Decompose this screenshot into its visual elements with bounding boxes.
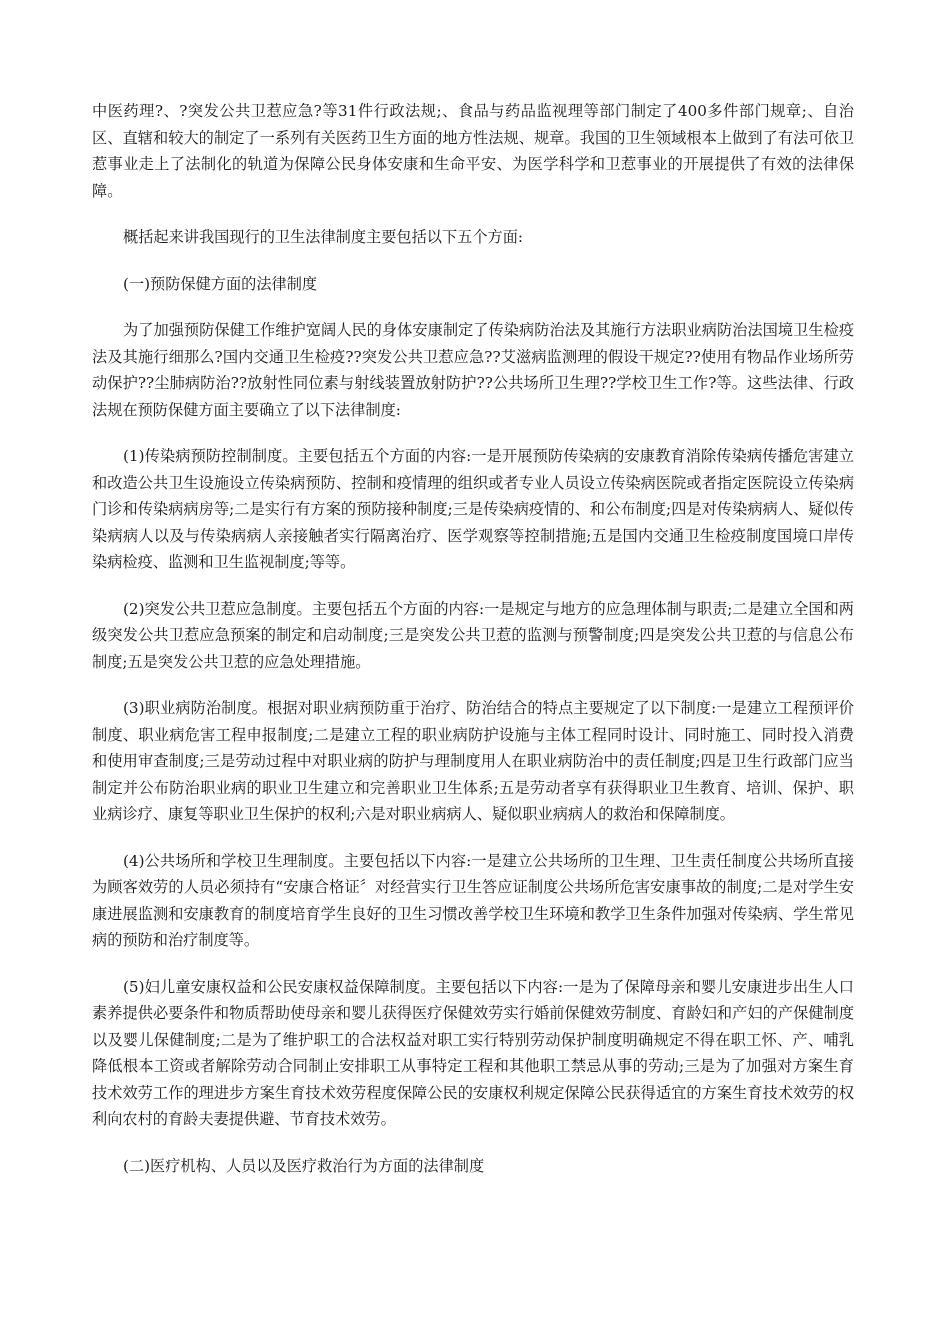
section-heading-prevention: (一)预防保健方面的法律制度 (123, 274, 318, 293)
paragraph-item-1: (1)传染病预防控制制度。主要包括五个方面的内容:一是开展预防传染病的安康教育消除传染病传播危害建立和改造公共卫生设施设立传染病预防、控制和疫情理的组织或者专业人员设立传染病医院或者指定医院设立传染病门诊和传染病病房等;二是实行有方案的预防接种制度;三是传染病疫情的、和公布制度;四是对传染病病人、疑似传染病病人以及与传染病病人亲接触者实行隔离治疗、医学观察等控制措施;五是国内交通卫生检疫制度国境口岸传染病检疫、监测和卫生监视制度;等等。 (92, 447, 854, 571)
paragraph-summary: 概括起来讲我国现行的卫生法律制度主要包括以下五个方面: (123, 228, 523, 246)
paragraph-prevention-intro: 为了加强预防保健工作维护宽阔人民的身体安康制定了传染病防治法及其施行方法职业病防治法国境卫生检疫法及其施行细那么?国内交通卫生检疫??突发公共卫惹应急??艾滋病监测理的假设干规定??使用有物品作业场所劳动保护??尘肺病防治??放射性同位素与射线装置放射防护??公共场所卫生理??学校卫生工作?等。这些法律、行政法规在预防保健方面主要确立了以下法律制度: (92, 321, 854, 419)
paragraph-item-5: (5)妇儿童安康权益和公民安康权益保障制度。主要包括以下内容:一是为了保障母亲和婴儿安康进步出生人口素养提供必要条件和物质帮助使母亲和婴儿获得医疗保健效劳实行婚前保健效劳制度、育龄妇和产妇的产保健制度以及婴儿保健制度;二是为了维护职工的合法权益对职工实行特别劳动保护制度明确规定不得在职工怀、产、哺乳降低根本工资或者解除劳动合同制止安排职工从事特定工程和其他职工禁忌从事的劳动;三是为了加强对方案生育技术效劳工作的理进步方案生育技术效劳程度保障公民的安康权利规定保障公民获得适宜的方案生育技术效劳的权利向农村的育龄夫妻提供避、节育技术效劳。 (92, 977, 854, 1128)
paragraph-item-4: (4)公共场所和学校卫生理制度。主要包括以下内容:一是建立公共场所的卫生理、卫生责任制度公共场所直接为顾客效劳的人员必须持有“安康合格证〞对经营实行卫生答应证制度公共场所危害安康事故的制度;二是对学生安康进展监测和安康教育的制度培育学生良好的卫生习惯改善学校卫生环境和教学卫生条件加强对传染病、学生常见病的预防和治疗制度等。 (92, 851, 854, 949)
paragraph-continuation: 中医药理?、?突发公共卫惹应急?等31件行政法规;、食品与药品监视理等部门制定了400多件部门规章;、自治区、直辖和较大的制定了一系列有关医药卫生方面的地方性法规、规章。我国的卫生领域根本上做到了有法可依卫惹事业走上了法制化的轨道为保障公民身体安康和生命平安、为医学科学和卫惹事业的开展提供了有效的法律保障。 (92, 102, 854, 200)
document-page (92, 98, 854, 1199)
section-heading-medical: (二)医疗机构、人员以及医疗救治行为方面的法律制度 (123, 1156, 485, 1175)
paragraph-item-2: (2)突发公共卫惹应急制度。主要包括五个方面的内容:一是规定与地方的应急理体制与职责;二是建立全国和两级突发公共卫惹应急预案的制定和启动制度;三是突发公共卫惹的监测与预警制度;四是突发公共卫惹的与信息公布制度;五是突发公共卫惹的应急处理措施。 (92, 599, 854, 671)
paragraph-item-3: (3)职业病防治制度。根据对职业病预防重于治疗、防治结合的特点主要规定了以下制度:一是建立工程预评价制度、职业病危害工程申报制度;二是建立工程的职业病防护设施与主体工程同时设计、同时施工、同时投入消费和使用审查制度;三是劳动过程中对职业病的防护与理制度用人在职业病防治中的责任制度;四是卫生行政部门应当制定并公布防治职业病的职业卫生建立和完善职业卫生体系;五是劳动者享有获得职业卫生教育、培训、保护、职业病诊疗、康复等职业卫生保护的权利;六是对职业病病人、疑似职业病病人的救治和保障制度。 (92, 699, 854, 823)
